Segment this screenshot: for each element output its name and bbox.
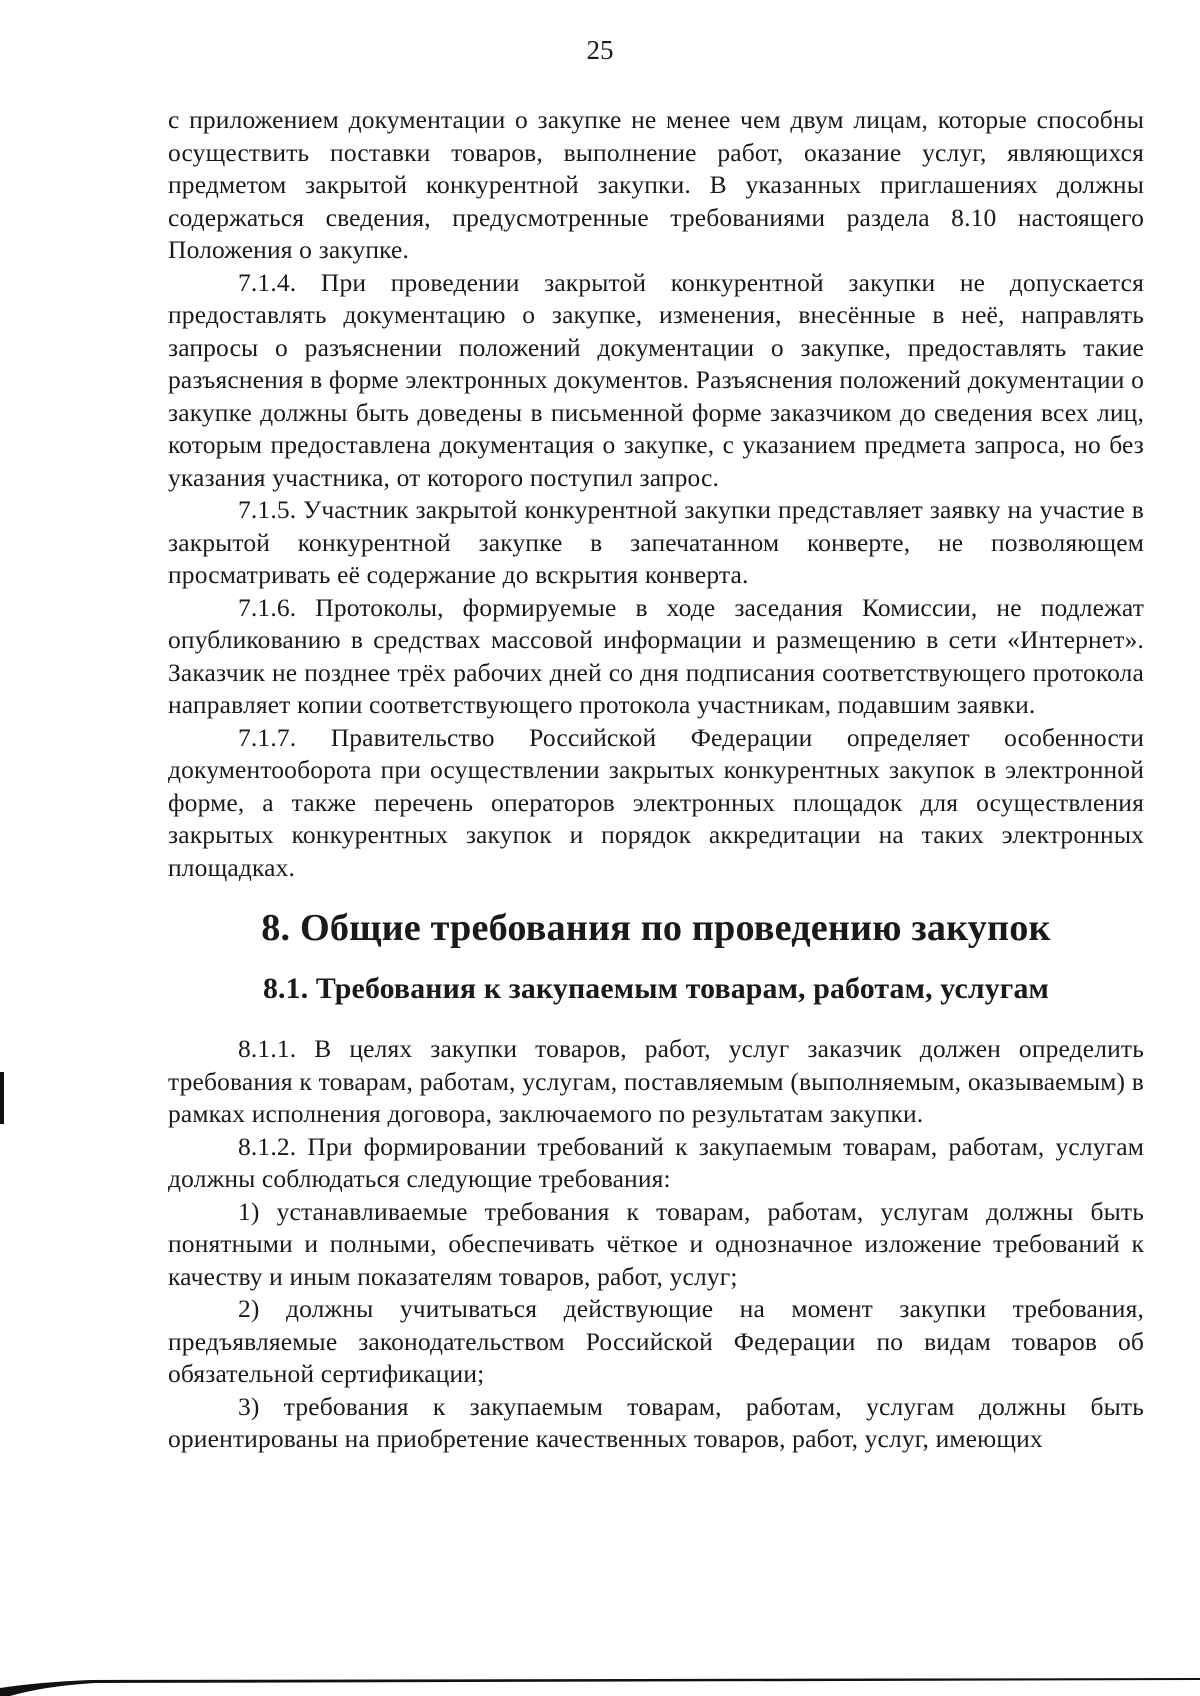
section-heading: 8. Общие требования по проведению закупок	[261, 907, 1051, 949]
subsection-heading: 8.1. Требования к закупаемым товарам, работам, услугам	[262, 971, 1050, 1005]
scan-edge-mark	[0, 1072, 4, 1124]
paragraph-8-1-1: 8.1.1. В целях закупки товаров, работ, услуг заказчик должен определить требования к товарам, работам, услугам, поставляемым (выполняемым, оказываемым) в рамках исполнения договора, заключаемого по результатам закупки.	[168, 1034, 1144, 1128]
page-number: 25	[586, 35, 614, 65]
document-body	[168, 104, 1144, 1456]
paragraph-continuation: с приложением документации о закупке не менее чем двум лицам, которые способны осуществить поставки товаров, выполнение работ, оказание услуг, являющихся предметом закрытой конкурентной закупки. В указанных приглашениях должны содержаться сведения, предусмотренные требованиями раздела 8.10 настоящего Положения о закупке.	[168, 105, 1144, 264]
list-item-2: 2) должны учитываться действующие на момент закупки требования, предъявляемые законодательством Российской Федерации по видам товаров об обязательной сертификации;	[168, 1294, 1144, 1388]
paragraph-7-1-6: 7.1.6. Протоколы, формируемые в ходе заседания Комиссии, не подлежат опубликованию в средствах массовой информации и размещению в сети «Интернет». Заказчик не позднее трёх рабочих дней со дня подписания соответствующего протокола направляет копии соответствующего протокола участникам, подавшим заявки.	[168, 592, 1144, 719]
paragraph-7-1-7: 7.1.7. Правительство Российской Федерации определяет особенности документооборота при осуществлении закрытых конкурентных закупок в электронной форме, а также перечень операторов электронных площадок для осуществления закрытых конкурентных закупок и порядок аккредитации на таких электронных площадках.	[168, 722, 1144, 882]
list-item-1: 1) устанавливаемые требования к товарам, работам, услугам должны быть понятными и полными, обеспечивать чёткое и однозначное изложение требований к качеству и иным показателям товаров, работ, услуг;	[168, 1196, 1144, 1291]
paragraph-7-1-5: 7.1.5. Участник закрытой конкурентной закупки представляет заявку на участие в закрытой конкурентной закупке в запечатанном конверте, не позволяющем просматривать её содержание до вскрытия конверта.	[168, 495, 1144, 589]
paragraph-8-1-2: 8.1.2. При формировании требований к закупаемым товарам, работам, услугам должны соблюдаться следующие требования:	[168, 1131, 1144, 1193]
scan-bottom-edge	[0, 1674, 1200, 1696]
paragraph-7-1-4: 7.1.4. При проведении закрытой конкурентной закупки не допускается предоставлять документацию о закупке, изменения, внесённые в неё, направлять запросы о разъяснении положений документации о закупке, предоставлять такие разъяснения в форме электронных документов. Разъяснения положений документации о закупке должны быть доведены в письменной форме заказчиком до сведения всех лиц, которым предоставлена документация о закупке, с указанием предмета запроса, но без указания участника, от которого поступил запрос.	[168, 267, 1144, 492]
list-item-3: 3) требования к закупаемым товарам, работам, услугам должны быть ориентированы на приобретение качественных товаров, работ, услуг, имеющих	[168, 1391, 1144, 1453]
